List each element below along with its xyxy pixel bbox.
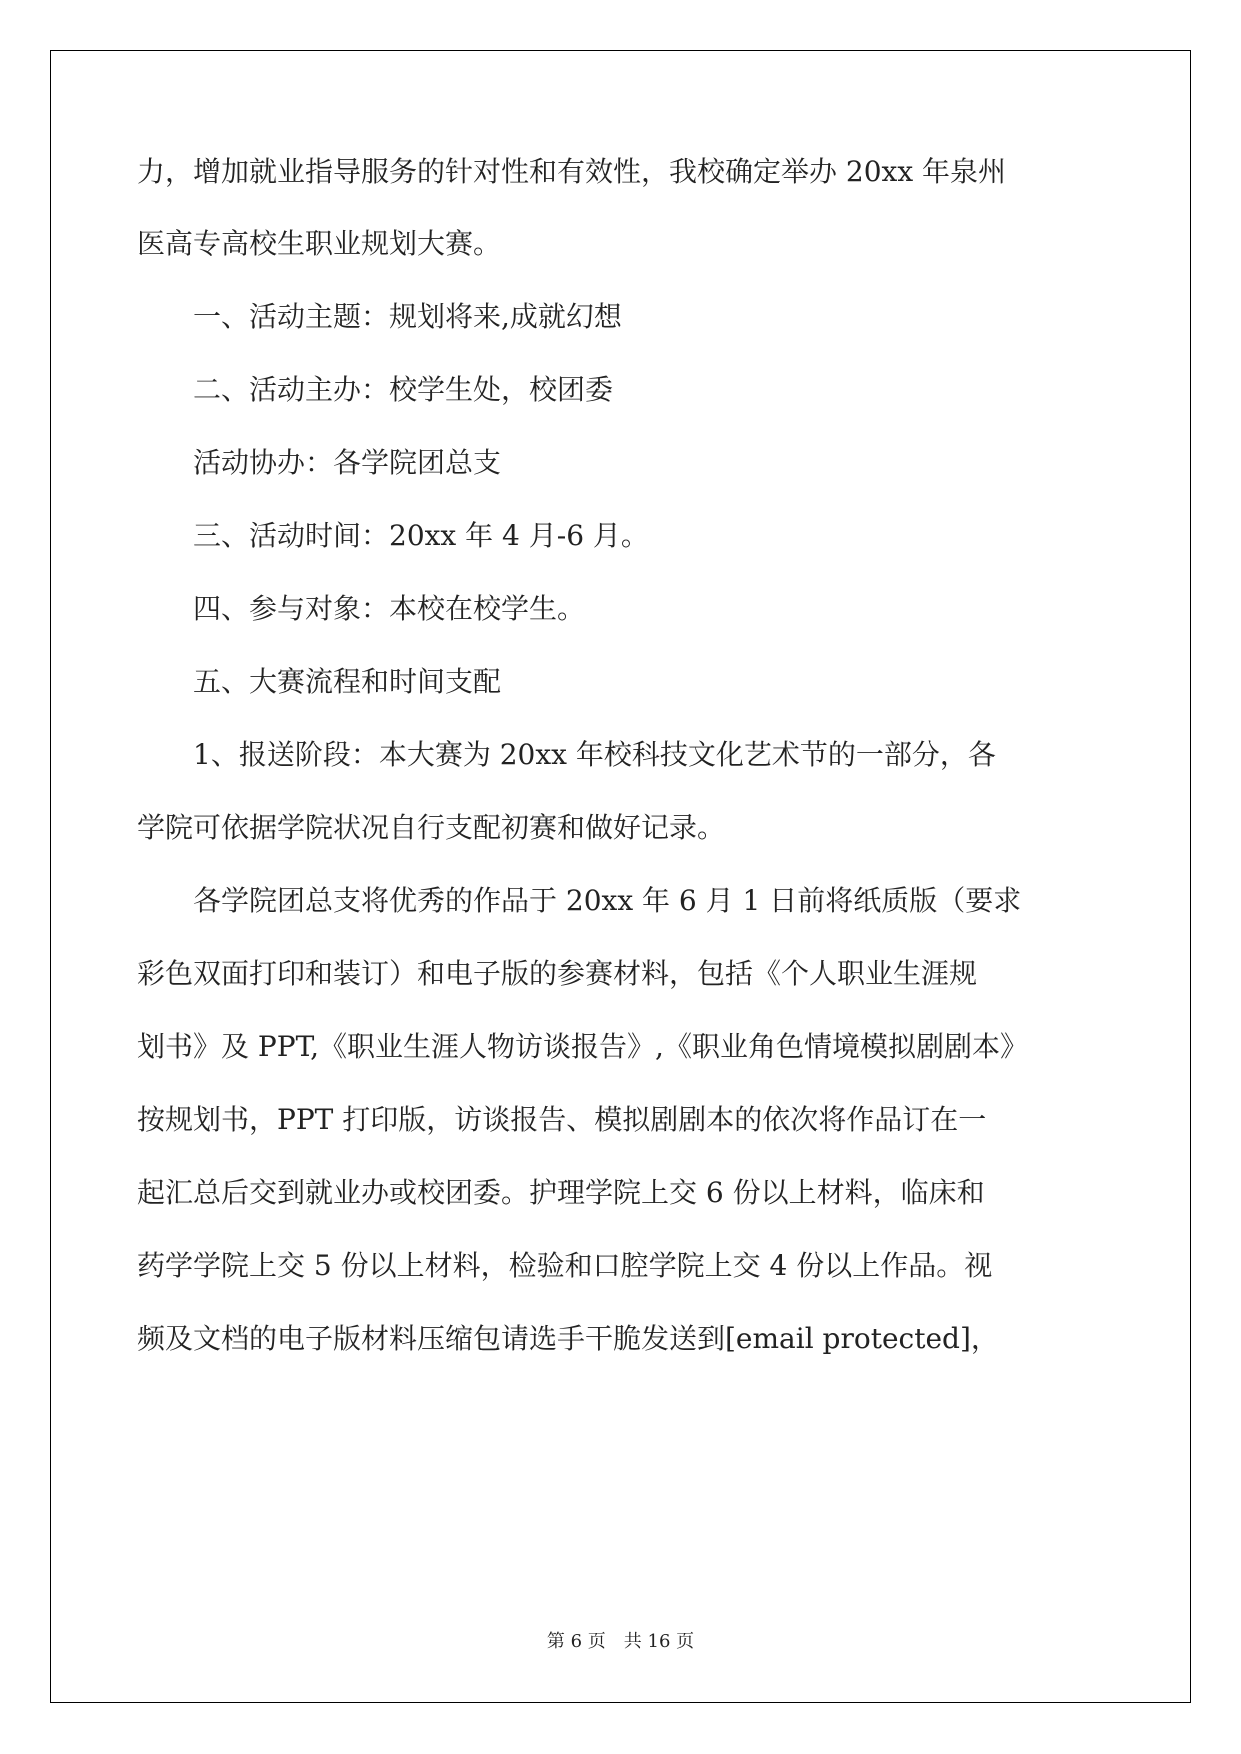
text-line: 四、参与对象：本校在校学生。 (193, 592, 586, 625)
text-line: 二、活动主办：校学生处，校团委 (193, 373, 614, 406)
text-line: 活动协办：各学院团总支 (193, 446, 502, 479)
page-number: 第 6 页 共 16 页 (546, 1631, 695, 1652)
text-line: 药学学院上交 5 份以上材料，检验和口腔学院上交 4 份以上作品。视 (137, 1249, 993, 1282)
text-line: 医高专高校生职业规划大赛。 (137, 227, 502, 260)
text-line: 1、报送阶段：本大赛为 20xx 年校科技文化艺术节的一部分，各 (193, 738, 996, 771)
text-line: 力，增加就业指导服务的针对性和有效性，我校确定举办 20xx 年泉州 (137, 155, 1007, 188)
text-line: 彩色双面打印和装订）和电子版的参赛材料，包括《个人职业生涯规 (137, 957, 978, 990)
text-line: 起汇总后交到就业办或校团委。护理学院上交 6 份以上材料，临床和 (137, 1176, 985, 1209)
text-line: 频及文档的电子版材料压缩包请选手干脆发送到[email protected]， (137, 1322, 999, 1355)
text-line: 按规划书，PPT 打印版，访谈报告、模拟剧剧本的依次将作品订在一 (137, 1103, 987, 1136)
text-line: 学院可依据学院状况自行支配初赛和做好记录。 (137, 811, 726, 844)
text-line: 三、活动时间：20xx 年 4 月-6 月。 (193, 519, 649, 552)
page-border (50, 50, 1191, 1703)
text-line: 五、大赛流程和时间支配 (193, 665, 502, 698)
text-line: 一、活动主题：规划将来,成就幻想 (193, 300, 622, 333)
text-line: 划书》及 PPT,《职业生涯人物访谈报告》,《职业角色情境模拟剧剧本》 (137, 1030, 1028, 1063)
text-line: 各学院团总支将优秀的作品于 20xx 年 6 月 1 日前将纸质版（要求 (193, 884, 1022, 917)
